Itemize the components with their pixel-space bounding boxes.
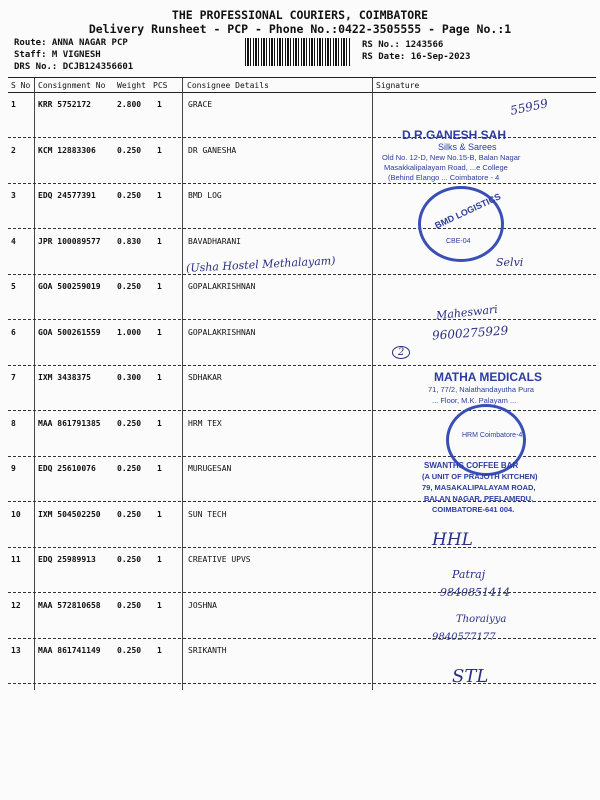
matha-stamp-line: 71, 77/2, Nalathandayutha Pura xyxy=(428,385,534,394)
row-consignee: GRACE xyxy=(188,100,213,109)
row-pcs: 1 xyxy=(157,236,162,246)
row-pcs: 1 xyxy=(157,145,162,155)
kitchen-stamp-line: BALAN NAGAR, PEELAMEDU, xyxy=(424,494,534,503)
handwritten-name: Selvi xyxy=(496,256,524,269)
row-consignee: MURUGESAN xyxy=(188,464,232,473)
row-sno: 6 xyxy=(11,327,16,337)
staff-label: Staff: M VIGNESH xyxy=(14,50,101,60)
row-weight: 0.250 xyxy=(117,600,142,610)
row-consignee: HRM TEX xyxy=(188,418,222,428)
col-sno: S No xyxy=(11,81,31,90)
handwritten-phone: 9600275929 xyxy=(431,323,509,343)
row-pcs: 1 xyxy=(157,327,162,337)
handwritten-note: (Usha Hostel Methalayam) xyxy=(185,254,336,275)
col-weight: Weight xyxy=(117,81,146,90)
row-consignee: JOSHNA xyxy=(188,600,217,610)
row-weight: 2.800 xyxy=(117,100,142,109)
row-sno: 2 xyxy=(11,145,16,155)
col-divider xyxy=(182,78,183,690)
row-consignment-no: MAA 861791385 xyxy=(38,418,101,428)
row-pcs: 1 xyxy=(157,555,162,564)
bmd-stamp-text: BMD LOGISTICS xyxy=(433,191,503,231)
row-consignee: GOPALAKRISHNAN xyxy=(188,327,256,337)
matha-stamp-line: ... Floor, M.K. Palayam ... xyxy=(432,396,517,405)
row-consignment-no: EDQ 25989913 xyxy=(38,555,96,564)
col-consignment: Consignment No xyxy=(38,81,106,90)
row-consignment-no: EDQ 25610076 xyxy=(38,464,96,473)
row-consignee: BAVADHARANI xyxy=(188,236,241,246)
row-sno: 1 xyxy=(11,100,16,109)
row-pcs: 1 xyxy=(157,191,162,200)
row-sno: 7 xyxy=(11,373,16,382)
col-divider xyxy=(34,78,35,690)
row-consignment-no: KRR 5752172 xyxy=(38,100,91,109)
row-pcs: 1 xyxy=(157,282,162,291)
row-consignee: GOPALAKRISHNAN xyxy=(188,282,256,291)
handwritten-circled-number: 2 xyxy=(392,346,410,359)
row-divider xyxy=(8,683,596,684)
row-divider xyxy=(8,547,596,548)
barcode xyxy=(245,38,350,66)
handwritten-number: 55959 xyxy=(508,96,550,118)
document-subtitle: Delivery Runsheet - PCP - Phone No.:0422-3505555 - Page No.:1 xyxy=(88,22,512,36)
row-consignment-no: MAA 861741149 xyxy=(38,646,101,655)
row-weight: 0.300 xyxy=(117,373,142,382)
handwritten-initials: HHL xyxy=(432,530,473,550)
ganesh-stamp-name: D.R.GANESH SAH xyxy=(402,128,507,142)
ganesh-stamp-line: Silks & Sarees xyxy=(438,142,497,152)
row-pcs: 1 xyxy=(157,100,162,109)
row-pcs: 1 xyxy=(157,464,162,473)
ganesh-stamp-line: (Behind Elango ... Coimbatore - 4 xyxy=(388,173,500,182)
header-bottom-rule xyxy=(8,92,596,93)
rs-date: RS Date: 16-Sep-2023 xyxy=(362,52,471,62)
ganesh-stamp-line: Masakkalipalayam Road, ...e College xyxy=(384,163,508,172)
rs-number: RS No.: 1243566 xyxy=(362,40,444,50)
row-weight: 0.250 xyxy=(117,509,142,519)
row-pcs: 1 xyxy=(157,418,162,428)
handwritten-initials: STL xyxy=(452,666,489,687)
row-divider xyxy=(8,228,596,229)
handwritten-phone: 9840851414 xyxy=(440,586,510,599)
col-pcs: PCS xyxy=(153,81,168,90)
row-weight: 0.250 xyxy=(117,191,142,200)
row-divider xyxy=(8,183,596,184)
kitchen-stamp-line: (A UNIT OF PRAJOTH KITCHEN) xyxy=(422,472,538,481)
drs-number: DRS No.: DCJB124356601 xyxy=(14,62,134,72)
kitchen-stamp-line: SWANTHS COFFEE BAR xyxy=(424,461,519,470)
row-divider xyxy=(8,319,596,320)
row-weight: 0.250 xyxy=(117,145,142,155)
col-consignee: Consignee Details xyxy=(187,81,269,90)
row-sno: 4 xyxy=(11,236,16,246)
row-consignee: SUN TECH xyxy=(188,509,227,519)
row-pcs: 1 xyxy=(157,646,162,655)
row-sno: 10 xyxy=(11,509,21,519)
table-top-rule xyxy=(8,77,596,78)
row-consignee: CREATIVE UPVS xyxy=(188,555,251,564)
row-sno: 11 xyxy=(11,555,21,564)
col-divider xyxy=(372,78,373,690)
handwritten-phone: 9840577177 xyxy=(432,632,496,643)
row-weight: 0.250 xyxy=(117,464,142,473)
row-sno: 9 xyxy=(11,464,16,473)
row-divider xyxy=(8,638,596,639)
row-divider xyxy=(8,274,596,275)
row-consignee: SRIKANTH xyxy=(188,646,227,655)
row-consignee: BMD LOG xyxy=(188,191,222,200)
row-consignee: SDHAKAR xyxy=(188,373,222,382)
handwritten-name: Patraj xyxy=(452,568,486,581)
row-divider xyxy=(8,137,596,138)
row-weight: 0.250 xyxy=(117,418,142,428)
ganesh-stamp-line: Old No. 12-D, New No.15-B, Balan Nagar xyxy=(382,153,521,162)
row-consignment-no: JPR 100089577 xyxy=(38,236,101,246)
row-sno: 13 xyxy=(11,646,21,655)
handwritten-name: Thoraiyya xyxy=(456,614,507,625)
row-sno: 3 xyxy=(11,191,16,200)
row-sno: 5 xyxy=(11,282,16,291)
row-consignment-no: KCM 12883306 xyxy=(38,145,96,155)
hrm-stamp-text: HRM Coimbatore-4 xyxy=(462,432,523,439)
row-pcs: 1 xyxy=(157,373,162,382)
row-sno: 12 xyxy=(11,600,21,610)
row-sno: 8 xyxy=(11,418,16,428)
route-label: Route: ANNA NAGAR PCP xyxy=(14,38,128,48)
handwritten-name: Maheswari xyxy=(435,302,499,323)
row-consignee: DR GANESHA xyxy=(188,145,237,155)
kitchen-stamp-line: COIMBATORE-641 004. xyxy=(432,505,515,514)
matha-stamp-name: MATHA MEDICALS xyxy=(434,370,542,384)
document-title: THE PROFESSIONAL COURIERS, COIMBATORE xyxy=(171,8,429,22)
row-weight: 0.250 xyxy=(117,555,142,564)
row-weight: 0.250 xyxy=(117,646,142,655)
row-consignment-no: MAA 572810658 xyxy=(38,600,101,610)
row-pcs: 1 xyxy=(157,509,162,519)
row-weight: 1.000 xyxy=(117,327,142,337)
row-consignment-no: IXM 504502250 xyxy=(38,509,101,519)
row-consignment-no: EDQ 24577391 xyxy=(38,191,96,200)
col-signature: Signature xyxy=(376,81,420,90)
row-divider xyxy=(8,365,596,366)
row-pcs: 1 xyxy=(157,600,162,610)
row-weight: 0.830 xyxy=(117,236,142,246)
kitchen-stamp-line: 79, MASAKALIPALAYAM ROAD, xyxy=(422,483,536,492)
row-weight: 0.250 xyxy=(117,282,142,291)
row-consignment-no: GOA 500259019 xyxy=(38,282,101,291)
row-consignment-no: IXM 3438375 xyxy=(38,373,91,382)
bmd-stamp-text: CBE-04 xyxy=(446,238,471,245)
row-consignment-no: GOA 500261559 xyxy=(38,327,101,337)
